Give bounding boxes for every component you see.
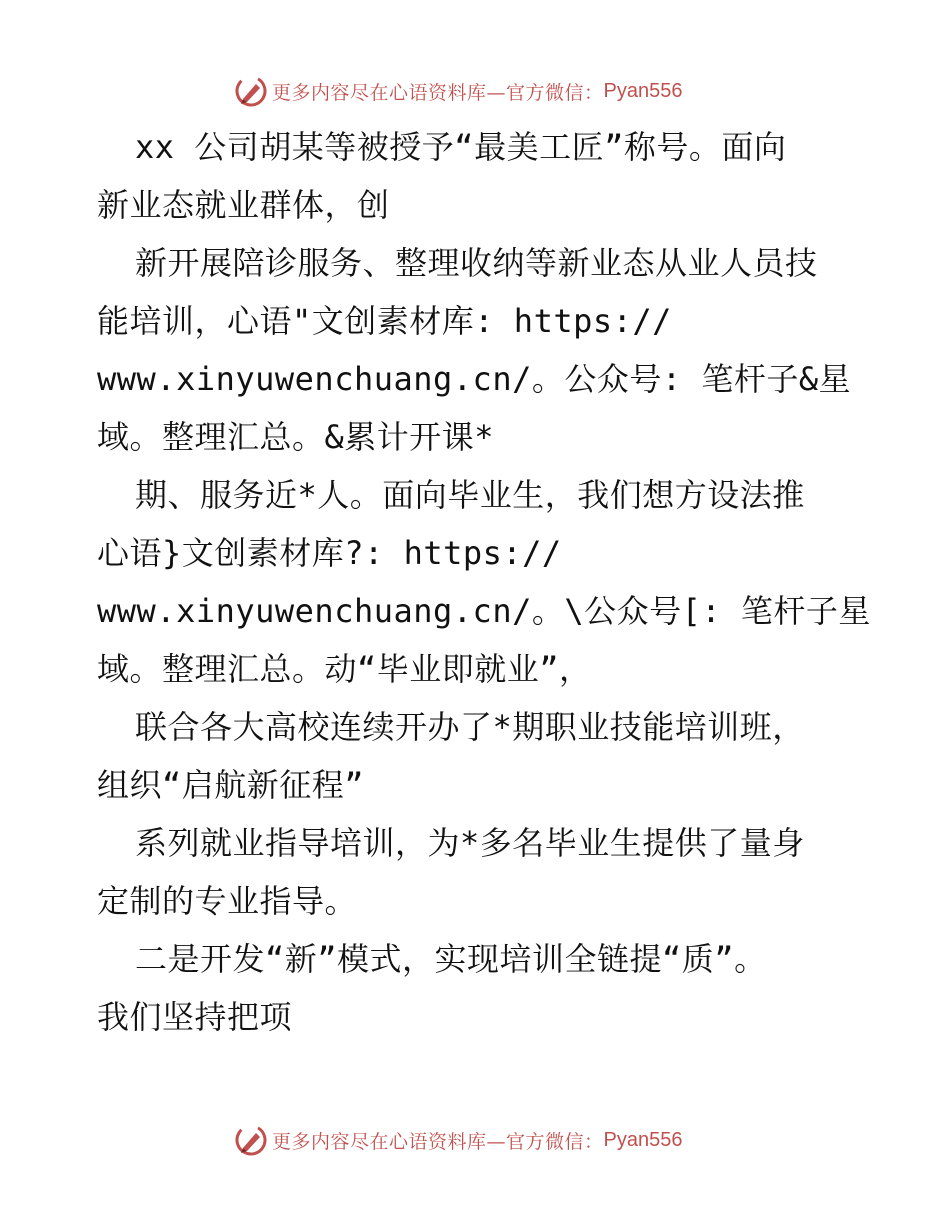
watermark-text: 更多内容尽在心语资料库—官方微信： (272, 1130, 604, 1153)
text-line: www.xinyuwenchuang.cn/。公众号: 笔杆子&星 (97, 360, 852, 398)
text-line: 心语}文创素材库?: https:// (97, 534, 562, 572)
text-line: 定制的专业指导。 (97, 882, 358, 920)
text-line: 域。整理汇总。&累计开课* (97, 418, 495, 456)
text-line: 二是开发“新”模式，实现培训全链提“质”。 (135, 940, 767, 978)
text-line: www.xinyuwenchuang.cn/。\公众号[: 笔杆子星 (97, 592, 871, 630)
text-line: 域。整理汇总。动“毕业即就业”， (97, 650, 592, 688)
text-line: 组织“启航新征程” (97, 766, 365, 804)
text-line: 能培训，心语"文创素材库: https:// (97, 302, 672, 340)
watermark-wechat-id: Pyan556 (603, 1128, 683, 1151)
text-line: 新开展陪诊服务、整理收纳等新业态从业人员技 (135, 244, 818, 282)
body-text (97, 118, 877, 1046)
text-line: 我们坚持把项 (97, 998, 293, 1036)
text-line: 期、服务近*人。面向毕业生，我们想方设法推 (135, 476, 805, 514)
text-line: 新业态就业群体，创 (97, 186, 390, 224)
text-line: 联合各大高校连续开办了*期职业技能培训班， (135, 708, 805, 746)
text-line: xx 公司胡某等被授予“最美工匠”称号。面向 (135, 128, 787, 166)
text-line: 系列就业指导培训，为*多名毕业生提供了量身 (135, 824, 805, 862)
pen-logo-icon (234, 1123, 268, 1157)
header-watermark (234, 74, 682, 108)
footer-watermark (234, 1123, 682, 1157)
watermark-text: 更多内容尽在心语资料库—官方微信： (272, 81, 604, 104)
pen-logo-icon (234, 74, 268, 108)
watermark-wechat-id: Pyan556 (603, 79, 683, 102)
